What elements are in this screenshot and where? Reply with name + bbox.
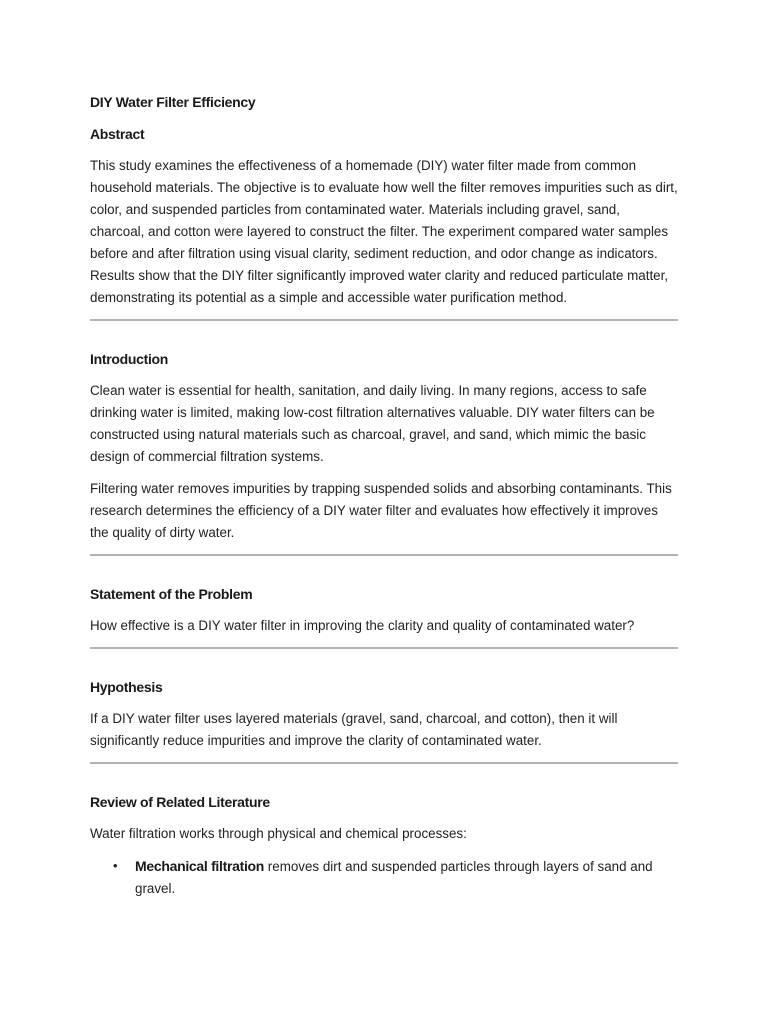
introduction-section (90, 349, 678, 544)
literature-list (90, 855, 678, 900)
abstract-heading: Abstract (90, 126, 145, 142)
literature-intro: Water filtration works through physical and chemical processes: (90, 826, 467, 841)
problem-heading: Statement of the Problem (90, 586, 253, 602)
section-divider (90, 554, 678, 556)
document-page (90, 92, 678, 900)
introduction-paragraph: Clean water is essential for health, sanitation, and daily living. In many regions, access to safe drinking water is limited, making low-cost filtration alternatives valuable. DIY water filters can be constructed using natural materials such as charcoal, gravel, and sand, which mimic the basic design of commercial filtration systems. (90, 383, 655, 464)
section-divider (90, 762, 678, 764)
hypothesis-section (90, 677, 678, 752)
introduction-paragraph: Filtering water removes impurities by trapping suspended solids and absorbing contaminants. This research determines the efficiency of a DIY water filter and evaluates how effectively it improves the quality of dirty water. (90, 481, 672, 540)
list-item-term: Mechanical filtration (135, 858, 265, 874)
hypothesis-heading: Hypothesis (90, 679, 163, 695)
problem-section (90, 584, 678, 637)
document-title: DIY Water Filter Efficiency (90, 94, 256, 110)
abstract-text: This study examines the effectiveness of a homemade (DIY) water filter made from common household materials. The objective is to evaluate how well the filter removes impurities such as dirt, color, and suspended particles from contaminated water. Materials including gravel, sand, charcoal, and cotton were layered to construct the filter. The experiment compared water samples before and after filtration using visual clarity, sediment reduction, and odor change as indicators. Results show that the DIY filter significantly improved water clarity and reduced particulate matter, demonstrating its potential as a simple and accessible water purification method. (90, 158, 678, 305)
section-divider (90, 319, 678, 321)
section-divider (90, 647, 678, 649)
list-item-text: removes dirt and suspended particles through layers of sand and gravel. (135, 859, 653, 896)
list-item (90, 855, 678, 900)
problem-text: How effective is a DIY water filter in improving the clarity and quality of contaminated water? (90, 618, 635, 633)
literature-heading: Review of Related Literature (90, 794, 270, 810)
bullet-icon: • (113, 858, 118, 873)
hypothesis-text: If a DIY water filter uses layered materials (gravel, sand, charcoal, and cotton), then it will significantly reduce impurities and improve the clarity of contaminated water. (90, 711, 618, 748)
abstract-section (90, 124, 678, 309)
introduction-heading: Introduction (90, 351, 169, 367)
literature-section (90, 792, 678, 900)
